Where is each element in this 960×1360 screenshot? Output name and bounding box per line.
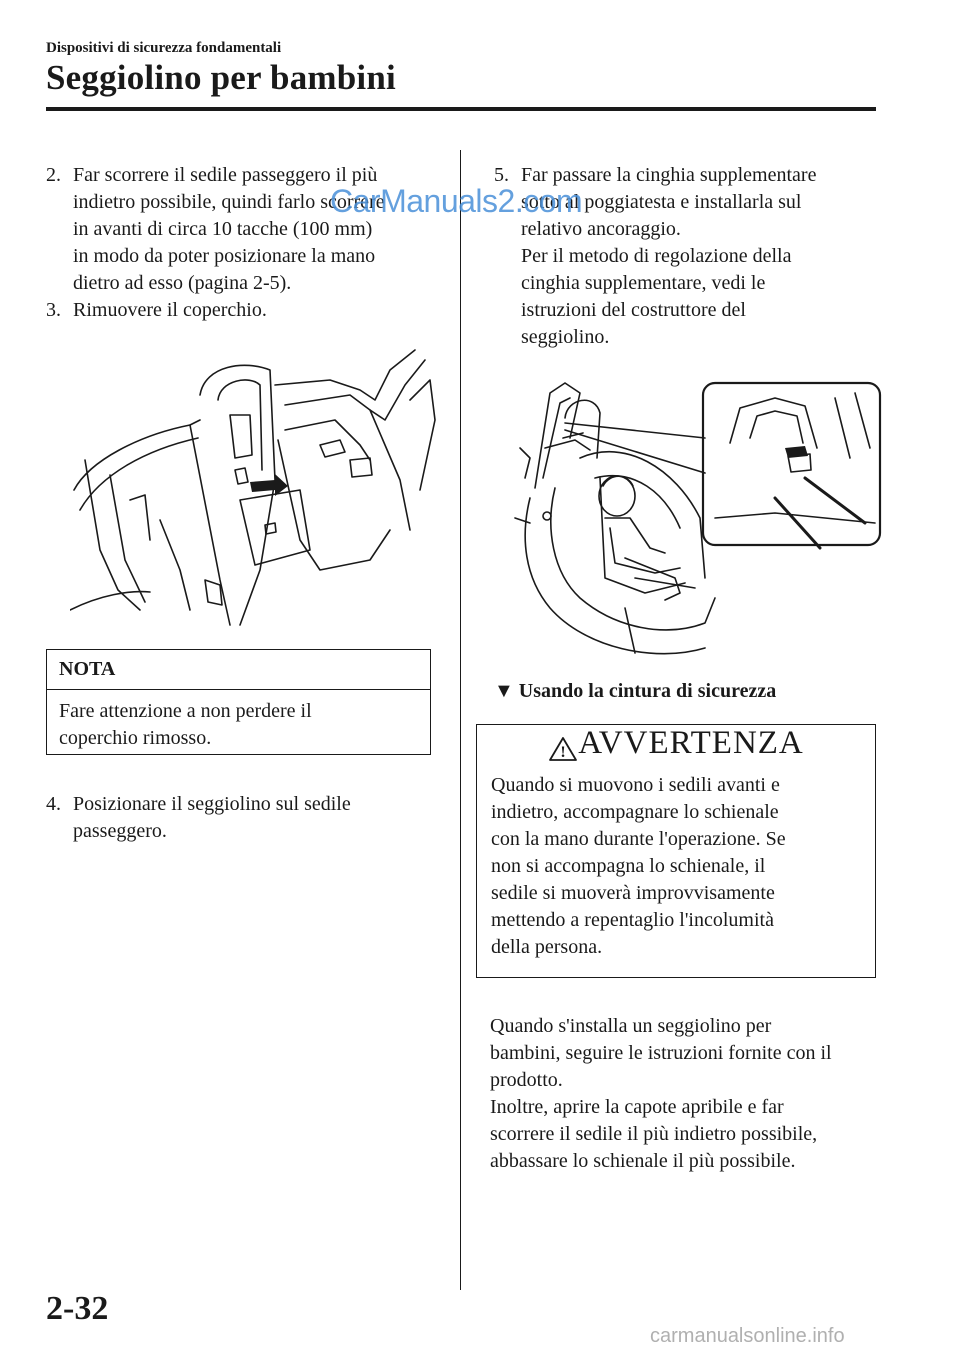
child-seat-illustration — [505, 378, 885, 663]
step-5-line: relativo ancoraggio. — [521, 218, 681, 240]
step-2-line: Far scorrere il sedile passeggero il più — [73, 164, 378, 186]
step-3 — [46, 297, 446, 324]
paragraph-line: abbassare lo schienale il più possibile. — [490, 1150, 796, 1172]
nota-line: Fare attenzione a non perdere il — [59, 700, 312, 722]
warning-line: con la mano durante l'operazione. Se — [491, 828, 786, 851]
subheading-text: Usando la cintura di sicurezza — [518, 680, 777, 702]
warning-line: non si accompagna lo schienale, il — [491, 855, 766, 878]
step-5-line: Per il metodo di regolazione della — [521, 245, 792, 267]
step-4-line: passeggero. — [73, 820, 167, 842]
warning-line: Quando si muovono i sedili avanti e — [491, 774, 780, 797]
warning-box — [476, 724, 876, 978]
step-2-line: indietro possibile, quindi farlo scorrere — [73, 191, 385, 213]
paragraph-line: Inoltre, aprire la capote apribile e far — [490, 1096, 784, 1118]
paragraph-line: scorrere il sedile il più indietro possibile, — [490, 1123, 818, 1145]
column-divider — [460, 150, 461, 1290]
installation-paragraph — [490, 1013, 900, 1175]
step-4-line: Posizionare il seggiolino sul sedile — [73, 793, 351, 815]
step-2-line: in avanti di circa 10 tacche (100 mm) — [73, 218, 373, 240]
nota-box — [46, 649, 431, 755]
svg-text:!: ! — [560, 744, 566, 762]
page-number: 2-32 — [46, 1290, 109, 1327]
paragraph-line: bambini, seguire le istruzioni fornite con il — [490, 1042, 832, 1064]
step-5-line: cinghia supplementare, vedi le — [521, 272, 766, 294]
step-5-line: istruzioni del costruttore del — [521, 299, 746, 321]
step-5-line: sotto al poggiatesta e installarla sul — [521, 191, 802, 213]
warning-triangle-icon — [548, 736, 578, 762]
warning-line: mettendo a repentaglio l'incolumità — [491, 909, 774, 932]
step-2-line: in modo da poter posizionare la mano — [73, 245, 376, 267]
subheading-marker-icon: ▼ — [494, 680, 514, 702]
step-2-number: 2. — [46, 164, 61, 186]
section-label: Dispositivi di sicurezza fondamentali — [46, 40, 282, 56]
step-5-line: Far passare la cinghia supplementare — [521, 164, 817, 186]
footer-watermark: carmanualsonline.info — [650, 1325, 845, 1347]
step-2-line: dietro ad esso (pagina 2-5). — [73, 272, 292, 294]
step-3-number: 3. — [46, 299, 61, 321]
nota-line: coperchio rimosso. — [59, 727, 212, 749]
page-title: Seggiolino per bambini — [46, 58, 396, 97]
step-5-number: 5. — [494, 164, 509, 186]
nota-title: NOTA — [47, 650, 430, 690]
seat-cover-illustration — [70, 340, 440, 630]
paragraph-line: Quando s'installa un seggiolino per — [490, 1015, 772, 1037]
subheading — [494, 680, 776, 703]
step-3-text: Rimuovere il coperchio. — [73, 299, 267, 321]
step-4-number: 4. — [46, 793, 61, 815]
step-4 — [46, 791, 446, 845]
step-5-line: seggiolino. — [521, 326, 610, 348]
warning-title: AVVERTENZA — [578, 725, 804, 761]
title-rule — [46, 107, 876, 111]
warning-line: indietro, accompagnare lo schienale — [491, 801, 779, 824]
warning-header — [477, 725, 875, 762]
overlay-watermark: CarManuals2.com — [330, 183, 583, 219]
warning-line: sedile si muoverà improvvisamente — [491, 882, 775, 905]
paragraph-line: prodotto. — [490, 1069, 563, 1091]
warning-line: della persona. — [491, 936, 603, 959]
